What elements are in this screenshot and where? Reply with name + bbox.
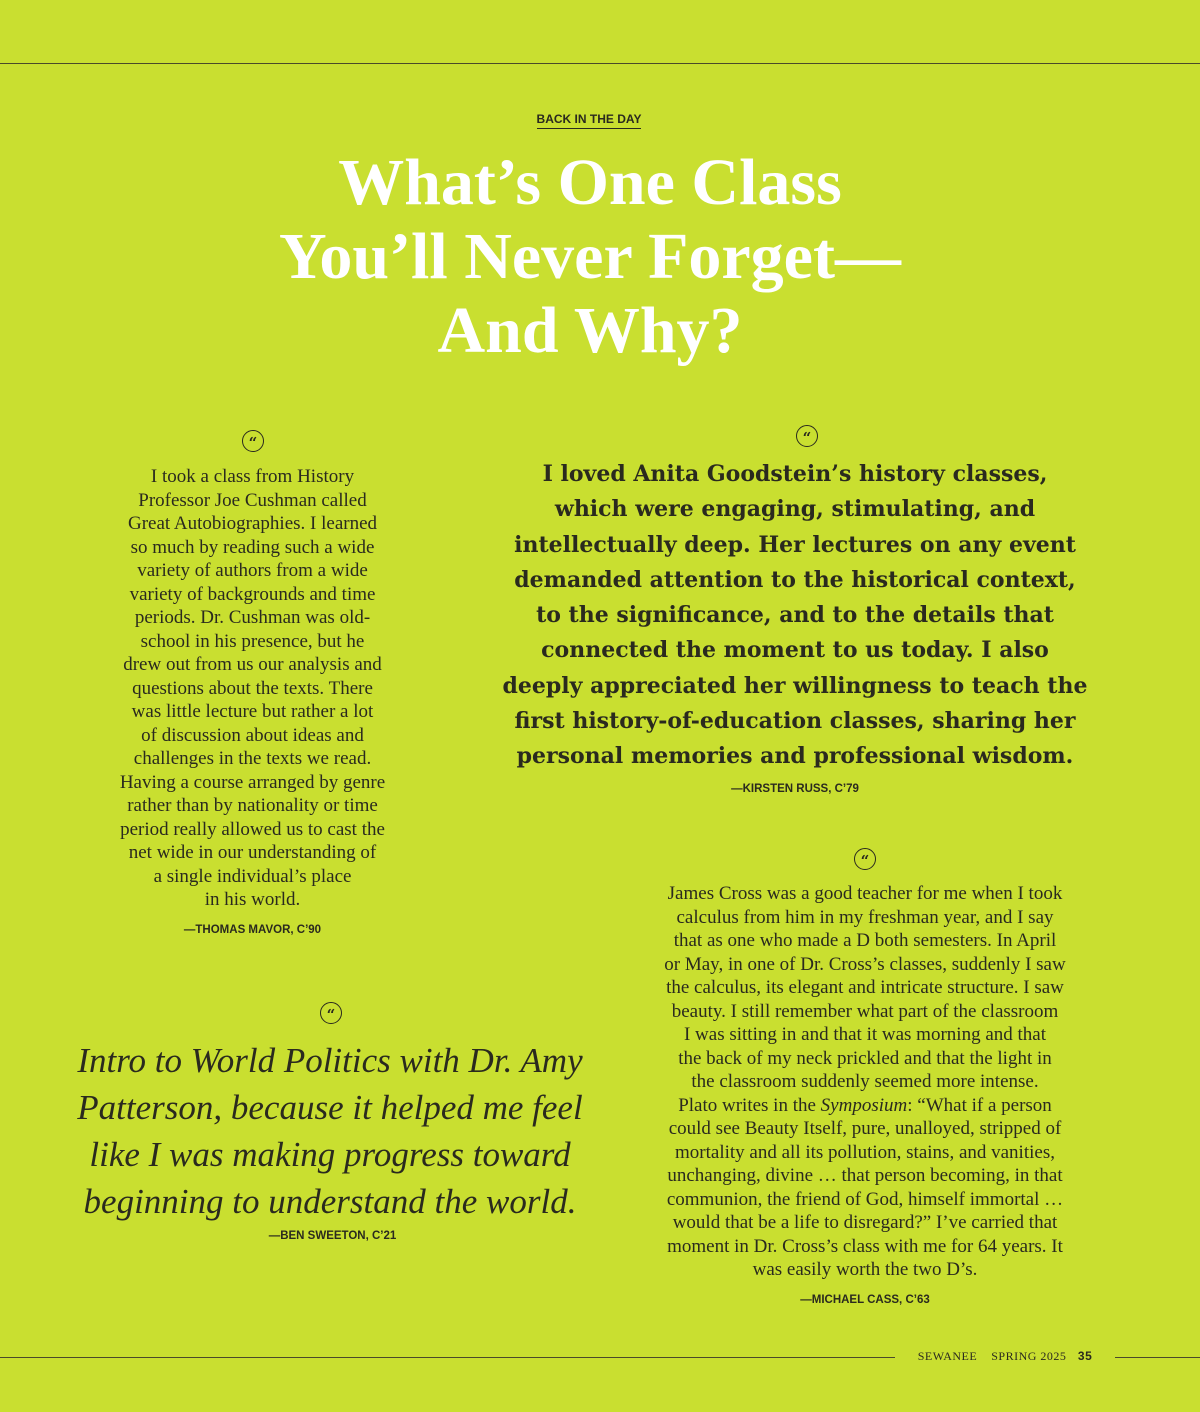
quote-line: personal memories and professional wisdom. bbox=[516, 743, 1074, 770]
quote-line: the classroom suddenly seemed more intense. bbox=[691, 1071, 1039, 1092]
quote-line: Professor Joe Cushman called bbox=[138, 489, 367, 511]
quote-body bbox=[80, 465, 425, 912]
quote-mark-icon: “ bbox=[242, 430, 264, 452]
quote-line: I loved Anita Goodstein’s history classes, bbox=[542, 461, 1048, 487]
quote-line: Patterson, because it helped me feel bbox=[77, 1088, 583, 1127]
quote-line: period really allowed us to cast the bbox=[120, 818, 385, 840]
quote-line: communion, the friend of God, himself immortal … bbox=[666, 1188, 1064, 1210]
page-number: 35 bbox=[1077, 1349, 1093, 1363]
quote-attribution: —MICHAEL CASS, C’63 bbox=[800, 1294, 930, 1306]
quote-line: Intro to World Politics with Dr. Amy bbox=[77, 1041, 583, 1080]
page-title bbox=[150, 146, 1030, 368]
quote-line: to the significance, and to the details that bbox=[536, 602, 1054, 629]
quote-line: was easily worth the two D’s. bbox=[752, 1259, 978, 1280]
quote-line: or May, in one of Dr. Cross’s classes, suddenly I saw bbox=[664, 953, 1066, 975]
quote-line: beginning to understand the world. bbox=[83, 1182, 577, 1221]
quote-line: deeply appreciated her willingness to teach the bbox=[502, 672, 1088, 699]
quote-line: mortality and all its pollution, stains, and vanities, bbox=[675, 1141, 1055, 1163]
quote-line: like I was making progress toward bbox=[89, 1135, 571, 1174]
title-line: And Why? bbox=[437, 294, 743, 367]
quote-line: Plato writes in the Symposium: “What if a person bbox=[678, 1094, 1052, 1116]
quote-line: James Cross was a good teacher for me when I took bbox=[667, 883, 1063, 904]
quote-line: I took a class from History bbox=[150, 466, 355, 487]
quote-line: variety of backgrounds and time bbox=[129, 583, 376, 605]
quote-line: calculus from him in my freshman year, and I say bbox=[676, 906, 1054, 928]
quote-line: unchanging, divine … that person becoming, in that bbox=[667, 1165, 1063, 1186]
quote-line: which were engaging, stimulating, and bbox=[554, 496, 1036, 523]
quote-line: a single individual’s place bbox=[153, 865, 352, 887]
quote-line: drew out from us our analysis and bbox=[123, 654, 382, 675]
quote-line: connected the moment to us today. I also bbox=[541, 637, 1049, 664]
quote-line: demanded attention to the historical context, bbox=[514, 566, 1076, 593]
quote-line: the calculus, its elegant and intricate structure. I saw bbox=[666, 977, 1064, 998]
page-footer bbox=[895, 1349, 1115, 1365]
quote-line: the back of my neck prickled and that the light in bbox=[678, 1047, 1052, 1069]
footer-publication: SEWANEE bbox=[917, 1349, 978, 1363]
quote-body bbox=[60, 1037, 600, 1225]
quote-line: variety of authors from a wide bbox=[137, 560, 368, 581]
title-line: You’ll Never Forget— bbox=[279, 220, 901, 293]
quote-line: periods. Dr. Cushman was old- bbox=[134, 607, 371, 628]
quote-mark-icon: “ bbox=[854, 848, 876, 870]
quote-line: was little lecture but rather a lot bbox=[131, 701, 374, 722]
quote-line: beauty. I still remember what part of the classroom bbox=[671, 1000, 1059, 1022]
section-label bbox=[0, 112, 1178, 126]
footer-issue: SPRING 2025 bbox=[991, 1349, 1067, 1363]
quote-line: rather than by nationality or time bbox=[127, 795, 378, 816]
title-line: What’s One Class bbox=[338, 146, 842, 219]
quote-line: that as one who made a D both semesters. In April bbox=[673, 930, 1057, 951]
quote-line: first history-of-education classes, sharing her bbox=[514, 708, 1076, 735]
quote-attribution: —KIRSTEN RUSS, C’79 bbox=[731, 783, 859, 795]
quote-attribution: —BEN SWEETON, C’21 bbox=[268, 1230, 397, 1242]
quote-line: Having a course arranged by genre bbox=[119, 771, 386, 793]
quote-line: so much by reading such a wide bbox=[130, 536, 375, 558]
section-label-text: BACK IN THE DAY bbox=[537, 112, 642, 129]
quote-line: net wide in our understanding of bbox=[128, 842, 377, 863]
quote-mark-icon: “ bbox=[796, 425, 818, 447]
quote-line: of discussion about ideas and bbox=[141, 724, 364, 746]
quote-body bbox=[620, 882, 1110, 1282]
quote-line: Great Autobiographies. I learned bbox=[127, 513, 378, 534]
quote-line: would that be a life to disregard?” I’ve carried that bbox=[672, 1212, 1058, 1233]
quote-line: intellectually deep. Her lectures on any event bbox=[514, 531, 1076, 558]
quote-mark-icon: “ bbox=[320, 1002, 342, 1024]
quote-line: moment in Dr. Cross’s class with me for 64 years. It bbox=[667, 1235, 1063, 1257]
top-rule bbox=[0, 63, 1200, 64]
quote-line: could see Beauty Itself, pure, unalloyed, stripped of bbox=[668, 1118, 1062, 1139]
quote-line: in his world. bbox=[204, 889, 301, 910]
quote-line: school in his presence, but he bbox=[140, 630, 365, 652]
quote-body bbox=[470, 457, 1120, 775]
quote-attribution: —THOMAS MAVOR, C’90 bbox=[183, 924, 322, 936]
quote-line: challenges in the texts we read. bbox=[133, 748, 372, 769]
quote-line: questions about the texts. There bbox=[132, 677, 373, 699]
quote-line: I was sitting in and that it was morning and that bbox=[683, 1024, 1046, 1045]
